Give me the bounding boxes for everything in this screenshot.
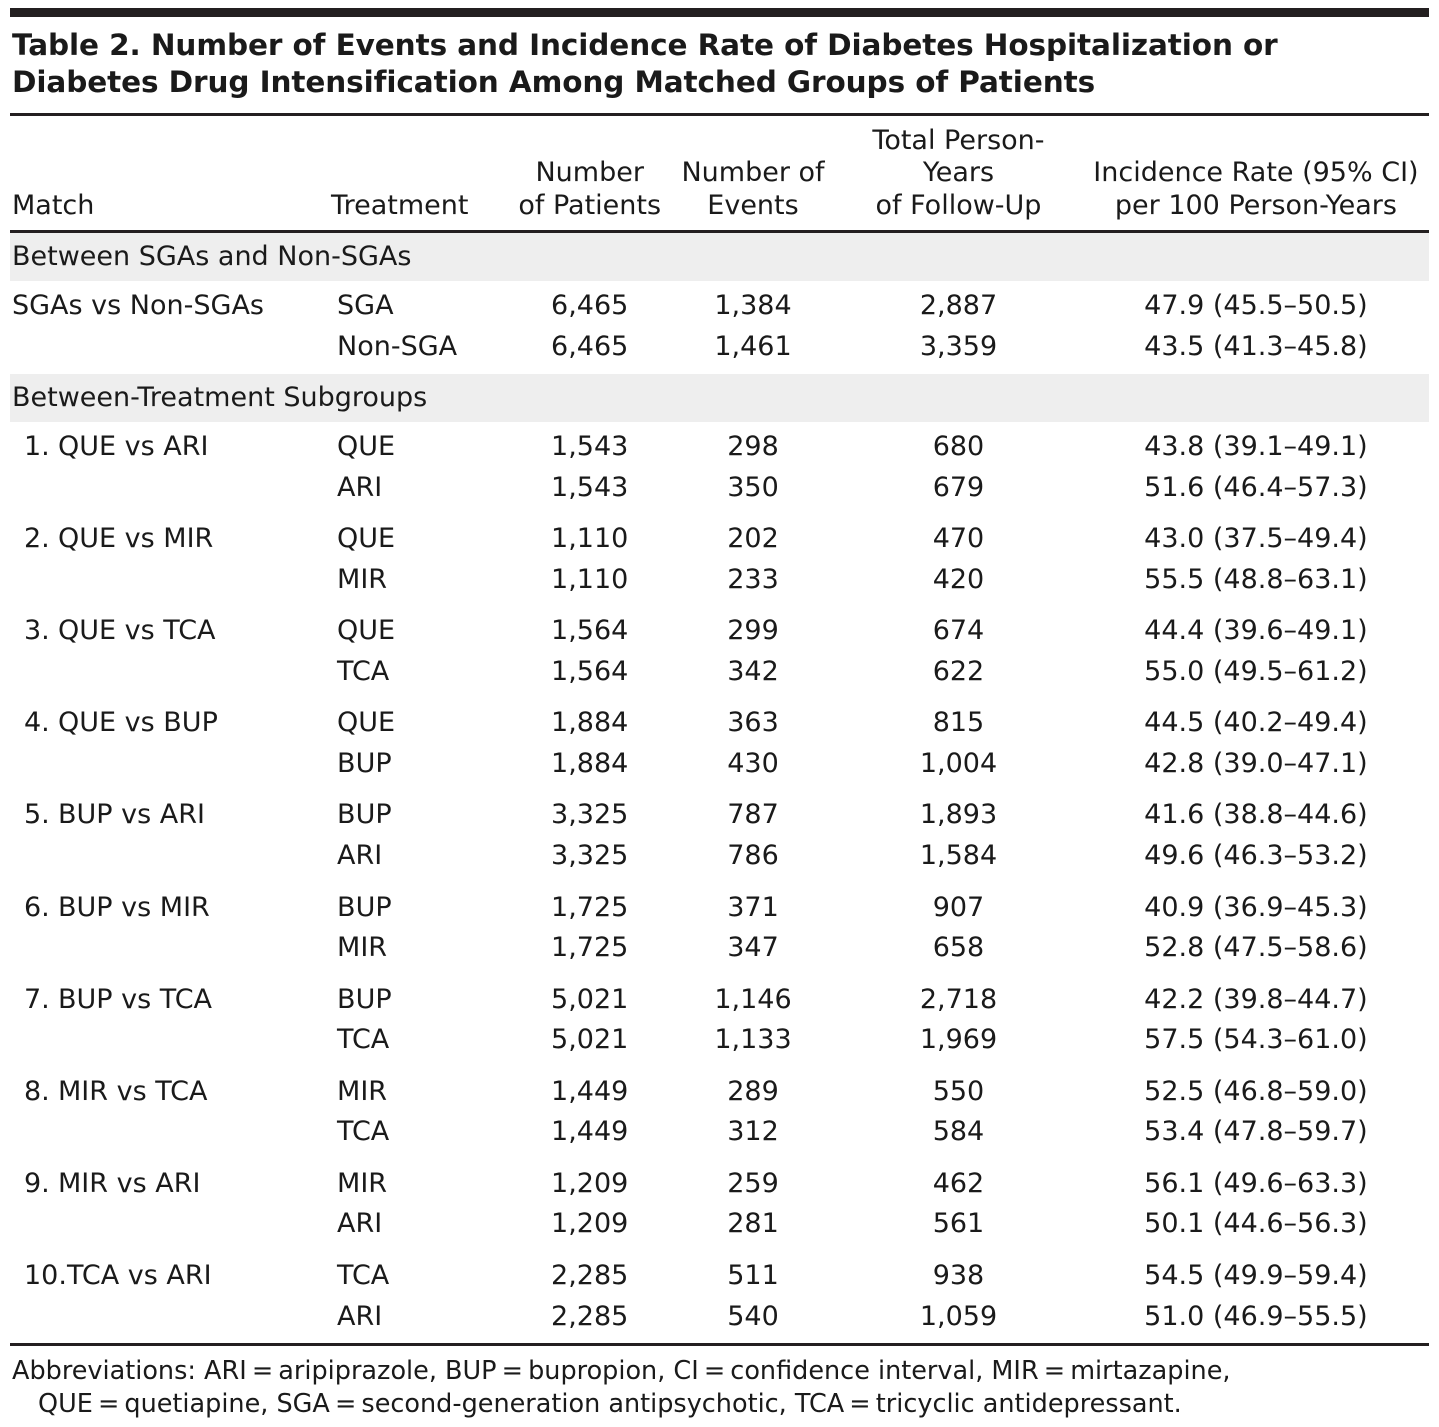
table-row bbox=[10, 975, 1429, 1021]
cell-person-years: 907 bbox=[932, 891, 985, 923]
cell-events: 281 bbox=[727, 1208, 779, 1240]
data-table-body bbox=[10, 233, 1429, 1343]
cell-treatment: MIR bbox=[337, 932, 388, 964]
cell-patients: 1,564 bbox=[551, 655, 629, 687]
cell-events: 312 bbox=[727, 1116, 779, 1148]
table-row bbox=[10, 1159, 1429, 1205]
cell-incidence-rate: 43.5 (41.3–45.8) bbox=[1144, 331, 1368, 363]
cell-events: 233 bbox=[727, 563, 779, 595]
table-row bbox=[10, 327, 1429, 374]
table-row bbox=[10, 836, 1429, 883]
cell-treatment: ARI bbox=[337, 471, 383, 503]
table-row bbox=[10, 422, 1429, 468]
cell-incidence-rate: 49.6 (46.3–53.2) bbox=[1144, 840, 1368, 872]
cell-match-label: BUP vs ARI bbox=[58, 799, 205, 831]
cell-incidence-rate: 43.0 (37.5–49.4) bbox=[1144, 523, 1368, 555]
table-row bbox=[10, 744, 1429, 791]
cell-treatment: Non-SGA bbox=[337, 331, 458, 363]
table-row bbox=[10, 698, 1429, 744]
cell-treatment: QUE bbox=[337, 707, 396, 739]
cell-match bbox=[10, 560, 329, 607]
cell-match bbox=[10, 836, 329, 883]
cell-match bbox=[10, 928, 329, 975]
cell-person-years: 462 bbox=[932, 1167, 985, 1199]
cell-match bbox=[10, 744, 329, 791]
cell-match bbox=[10, 1251, 329, 1297]
cell-person-years: 1,059 bbox=[919, 1300, 998, 1332]
cell-person-years: 1,004 bbox=[919, 747, 998, 779]
cell-match-number: 3. bbox=[24, 615, 50, 647]
cell-match bbox=[10, 514, 329, 560]
cell-match-number: 10. bbox=[24, 1259, 67, 1291]
cell-incidence-rate: 55.5 (48.8–63.1) bbox=[1144, 563, 1368, 595]
cell-match-label: MIR vs ARI bbox=[58, 1167, 201, 1199]
cell-incidence-rate: 40.9 (36.9–45.3) bbox=[1144, 891, 1368, 923]
cell-person-years: 584 bbox=[932, 1116, 985, 1148]
cell-person-years: 1,969 bbox=[919, 1024, 998, 1056]
cell-match-number: 1. bbox=[24, 431, 50, 463]
cell-match-label: QUE vs BUP bbox=[58, 707, 218, 739]
cell-patients: 1,449 bbox=[551, 1116, 629, 1148]
table-title: Table 2. Number of Events and Incidence Rate of Diabetes Hospitalization or Diabetes Drug Intensification Among Matched Groups of Patients bbox=[12, 28, 1278, 99]
cell-events: 786 bbox=[727, 840, 779, 872]
cell-incidence-rate: 51.6 (46.4–57.3) bbox=[1144, 471, 1368, 503]
cell-incidence-rate: 44.4 (39.6–49.1) bbox=[1144, 615, 1368, 647]
cell-treatment: ARI bbox=[337, 840, 383, 872]
cell-events: 430 bbox=[727, 747, 779, 779]
cell-patients: 1,209 bbox=[551, 1208, 629, 1240]
cell-patients: 1,543 bbox=[551, 471, 629, 503]
table-row bbox=[10, 1297, 1429, 1344]
cell-treatment: MIR bbox=[337, 1167, 388, 1199]
cell-match bbox=[10, 1297, 329, 1344]
table-body bbox=[10, 233, 1429, 1343]
cell-incidence-rate: 55.0 (49.5–61.2) bbox=[1144, 655, 1368, 687]
cell-events: 342 bbox=[727, 655, 779, 687]
cell-match-number: 7. bbox=[24, 983, 50, 1015]
table-row bbox=[10, 606, 1429, 652]
cell-treatment: TCA bbox=[337, 655, 390, 687]
cell-match bbox=[10, 468, 329, 515]
cell-patients: 2,285 bbox=[551, 1300, 629, 1332]
column-header-treatment bbox=[329, 116, 507, 230]
column-header-patients-line1: Number bbox=[535, 157, 644, 189]
column-header-incidence-rate-line1: Incidence Rate (95% CI) bbox=[1093, 157, 1419, 189]
cell-match-number: 4. bbox=[24, 707, 50, 739]
cell-match bbox=[10, 1159, 329, 1205]
cell-events: 1,461 bbox=[714, 331, 792, 363]
cell-patients: 1,110 bbox=[551, 563, 629, 595]
table-row bbox=[10, 883, 1429, 929]
cell-incidence-rate: 57.5 (54.3–61.0) bbox=[1144, 1024, 1368, 1056]
cell-match-number: 8. bbox=[24, 1075, 50, 1107]
column-header-patients-line2: of Patients bbox=[518, 189, 662, 221]
cell-patients: 5,021 bbox=[551, 1024, 629, 1056]
cell-person-years: 674 bbox=[932, 615, 985, 647]
cell-events: 202 bbox=[727, 523, 779, 555]
column-header-number-of-patients bbox=[508, 116, 672, 230]
table-row bbox=[10, 928, 1429, 975]
cell-patients: 1,725 bbox=[551, 891, 629, 923]
cell-incidence-rate: 44.5 (40.2–49.4) bbox=[1144, 707, 1368, 739]
cell-match-label: MIR vs TCA bbox=[58, 1075, 208, 1107]
cell-incidence-rate: 47.9 (45.5–50.5) bbox=[1144, 290, 1368, 322]
section-header-row bbox=[10, 374, 1429, 423]
cell-patients: 1,449 bbox=[551, 1075, 629, 1107]
cell-events: 787 bbox=[727, 799, 779, 831]
cell-patients: 2,285 bbox=[551, 1259, 629, 1291]
column-header-match-line2: Match bbox=[12, 189, 95, 221]
cell-patients: 1,884 bbox=[551, 707, 629, 739]
cell-person-years: 658 bbox=[932, 932, 985, 964]
cell-patients: 1,110 bbox=[551, 523, 629, 555]
cell-incidence-rate: 50.1 (44.6–56.3) bbox=[1144, 1208, 1368, 1240]
table-row bbox=[10, 281, 1429, 327]
table-footnotes bbox=[10, 1346, 1429, 1427]
cell-events: 259 bbox=[727, 1167, 779, 1199]
column-header-incidence-rate-line2: per 100 Person-Years bbox=[1114, 189, 1397, 221]
table-row bbox=[10, 1251, 1429, 1297]
table-row bbox=[10, 514, 1429, 560]
column-header-person-years-line1: Total Person-Years bbox=[872, 124, 1045, 189]
cell-events: 1,384 bbox=[714, 290, 792, 322]
cell-treatment: MIR bbox=[337, 1075, 388, 1107]
cell-person-years: 679 bbox=[932, 471, 985, 503]
table-row bbox=[10, 1204, 1429, 1251]
table-row bbox=[10, 652, 1429, 699]
cell-incidence-rate: 54.5 (49.9–59.4) bbox=[1144, 1259, 1368, 1291]
cell-events: 350 bbox=[727, 471, 779, 503]
cell-treatment: ARI bbox=[337, 1208, 383, 1240]
table-row bbox=[10, 790, 1429, 836]
cell-treatment: MIR bbox=[337, 563, 388, 595]
cell-match bbox=[10, 975, 329, 1021]
table-row bbox=[10, 468, 1429, 515]
footnote-line-1: Abbreviations: ARI = aripiprazole, BUP = bupropion, CI = confidence interval, MIR = mirtazapine, bbox=[12, 1356, 1231, 1387]
cell-match bbox=[10, 790, 329, 836]
cell-incidence-rate: 53.4 (47.8–59.7) bbox=[1144, 1116, 1368, 1148]
cell-match-label: QUE vs TCA bbox=[58, 615, 216, 647]
cell-match bbox=[10, 1112, 329, 1159]
cell-incidence-rate: 52.5 (46.8–59.0) bbox=[1144, 1075, 1368, 1107]
cell-match-label: QUE vs ARI bbox=[58, 431, 209, 463]
cell-treatment: SGA bbox=[337, 290, 394, 322]
cell-treatment: BUP bbox=[337, 891, 392, 923]
column-header-person-years-line2: of Follow-Up bbox=[875, 189, 1042, 221]
cell-person-years: 2,887 bbox=[919, 290, 998, 322]
cell-incidence-rate: 42.2 (39.8–44.7) bbox=[1144, 983, 1368, 1015]
column-header-events-line1: Number of bbox=[681, 157, 825, 189]
cell-events: 289 bbox=[727, 1075, 779, 1107]
cell-person-years: 2,718 bbox=[919, 983, 998, 1015]
cell-patients: 1,564 bbox=[551, 615, 629, 647]
cell-treatment: BUP bbox=[337, 799, 392, 831]
cell-person-years: 815 bbox=[932, 707, 985, 739]
cell-events: 540 bbox=[727, 1300, 779, 1332]
cell-match-number: 2. bbox=[24, 523, 50, 555]
cell-incidence-rate: 56.1 (49.6–63.3) bbox=[1144, 1167, 1368, 1199]
cell-match-label: TCA vs ARI bbox=[66, 1259, 212, 1291]
column-header-events-line2: Events bbox=[707, 189, 799, 221]
cell-treatment: QUE bbox=[337, 431, 396, 463]
cell-treatment: ARI bbox=[337, 1300, 383, 1332]
cell-person-years: 470 bbox=[932, 523, 985, 555]
cell-match bbox=[10, 1067, 329, 1113]
header-row bbox=[10, 116, 1429, 230]
table-row bbox=[10, 560, 1429, 607]
cell-treatment: TCA bbox=[337, 1259, 390, 1291]
table-header bbox=[10, 116, 1429, 230]
cell-person-years: 3,359 bbox=[919, 331, 998, 363]
cell-match bbox=[10, 883, 329, 929]
cell-match-number: 5. bbox=[24, 799, 50, 831]
cell-patients: 3,325 bbox=[551, 840, 629, 872]
cell-match bbox=[10, 1204, 329, 1251]
cell-treatment: TCA bbox=[337, 1024, 390, 1056]
section-header-label: Between-Treatment Subgroups bbox=[10, 374, 1429, 423]
cell-match bbox=[10, 1020, 329, 1067]
cell-treatment: TCA bbox=[337, 1116, 390, 1148]
cell-incidence-rate: 43.8 (39.1–49.1) bbox=[1144, 431, 1368, 463]
data-table bbox=[10, 116, 1429, 230]
column-header-person-years bbox=[834, 116, 1083, 230]
cell-match: SGAs vs Non-SGAs bbox=[12, 290, 264, 322]
table-row bbox=[10, 1067, 1429, 1113]
cell-person-years: 550 bbox=[932, 1075, 985, 1107]
cell-match-label: BUP vs MIR bbox=[58, 891, 210, 923]
cell-match bbox=[10, 698, 329, 744]
cell-events: 1,133 bbox=[714, 1024, 792, 1056]
cell-incidence-rate: 52.8 (47.5–58.6) bbox=[1144, 932, 1368, 964]
cell-person-years: 1,893 bbox=[919, 799, 998, 831]
table-row bbox=[10, 1020, 1429, 1067]
cell-events: 347 bbox=[727, 932, 779, 964]
cell-match-number: 6. bbox=[24, 891, 50, 923]
cell-patients: 1,543 bbox=[551, 431, 629, 463]
cell-person-years: 622 bbox=[932, 655, 985, 687]
column-header-number-of-events bbox=[672, 116, 834, 230]
cell-treatment: QUE bbox=[337, 523, 396, 555]
cell-patients: 6,465 bbox=[551, 290, 629, 322]
section-header-row bbox=[10, 233, 1429, 282]
cell-match bbox=[10, 652, 329, 699]
footnote-line-2: QUE = quetiapine, SGA = second-generation antipsychotic, TCA = tricyclic antidepressant. bbox=[38, 1389, 1182, 1420]
cell-match bbox=[10, 327, 329, 374]
cell-events: 363 bbox=[727, 707, 779, 739]
cell-treatment: BUP bbox=[337, 747, 392, 779]
cell-events: 511 bbox=[727, 1259, 779, 1291]
section-header-label: Between SGAs and Non-SGAs bbox=[10, 233, 1429, 282]
cell-patients: 1,209 bbox=[551, 1167, 629, 1199]
cell-events: 299 bbox=[727, 615, 779, 647]
cell-events: 371 bbox=[727, 891, 779, 923]
cell-patients: 1,725 bbox=[551, 932, 629, 964]
column-header-match bbox=[10, 116, 329, 230]
cell-patients: 3,325 bbox=[551, 799, 629, 831]
cell-person-years: 420 bbox=[932, 563, 985, 595]
cell-treatment: QUE bbox=[337, 615, 396, 647]
cell-match-number: 9. bbox=[24, 1167, 50, 1199]
table-row bbox=[10, 1112, 1429, 1159]
column-header-incidence-rate bbox=[1083, 116, 1429, 230]
cell-treatment: BUP bbox=[337, 983, 392, 1015]
table-container bbox=[0, 8, 1439, 1427]
cell-match-label: QUE vs MIR bbox=[58, 523, 214, 555]
cell-events: 298 bbox=[727, 431, 779, 463]
cell-match bbox=[10, 606, 329, 652]
cell-patients: 6,465 bbox=[551, 331, 629, 363]
cell-person-years: 680 bbox=[932, 431, 985, 463]
cell-incidence-rate: 51.0 (46.9–55.5) bbox=[1144, 1300, 1368, 1332]
cell-match-label: BUP vs TCA bbox=[58, 983, 213, 1015]
cell-events: 1,146 bbox=[714, 983, 792, 1015]
cell-patients: 1,884 bbox=[551, 747, 629, 779]
cell-incidence-rate: 42.8 (39.0–47.1) bbox=[1144, 747, 1368, 779]
cell-patients: 5,021 bbox=[551, 983, 629, 1015]
cell-person-years: 561 bbox=[932, 1208, 985, 1240]
cell-incidence-rate: 41.6 (38.8–44.6) bbox=[1144, 799, 1368, 831]
column-header-treatment-line2: Treatment bbox=[331, 189, 469, 221]
table-top-rule bbox=[10, 8, 1429, 17]
cell-person-years: 1,584 bbox=[919, 840, 998, 872]
cell-person-years: 938 bbox=[932, 1259, 985, 1291]
cell-match bbox=[10, 422, 329, 468]
